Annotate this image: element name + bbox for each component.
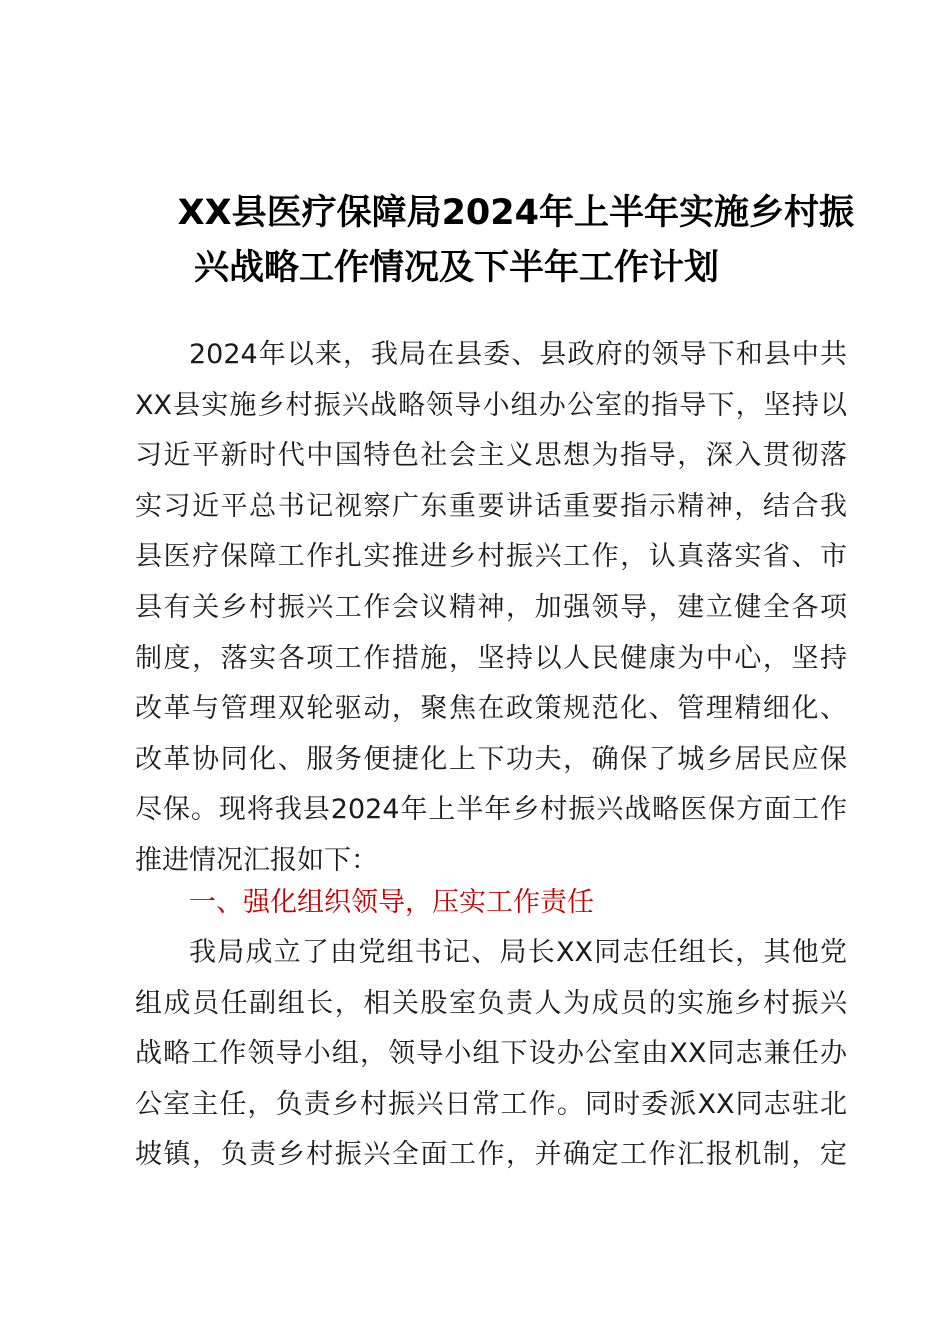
paragraph-line: 我局成立了由党组书记、局长XX同志任组长，其他党 [189, 937, 847, 968]
paragraph-line: 公室主任，负责乡村振兴日常工作。同时委派XX同志驻北 [135, 1088, 847, 1120]
section-heading-1: 一、强化组织领导，压实工作责任 [189, 887, 594, 918]
paragraph-line: 改革与管理双轮驱动，聚焦在政策规范化、管理精细化、 [135, 693, 847, 725]
paragraph-line: 习近平新时代中国特色社会主义思想为指导，深入贯彻落 [135, 440, 847, 472]
paragraph-line: 战略工作领导小组，领导小组下设办公室由XX同志兼任办 [135, 1038, 847, 1070]
paragraph-intro [135, 330, 847, 887]
paragraph-line: 尽保。现将我县2024年上半年乡村振兴战略医保方面工作 [135, 794, 847, 826]
paragraph-line: 实习近平总书记视察广东重要讲话重要指示精神，结合我 [135, 490, 847, 522]
title-line-1: XX县医疗保障局2024年上半年实施乡村振 [177, 193, 854, 233]
paragraph-line: 县有关乡村振兴工作会议精神，加强领导，建立健全各项 [135, 591, 847, 623]
paragraph-line: 制度，落实各项工作措施，坚持以人民健康为中心，坚持 [135, 642, 847, 674]
paragraph-line: 坡镇，负责乡村振兴全面工作，并确定工作汇报机制，定 [135, 1139, 847, 1171]
paragraph-line: 组成员任副组长，相关股室负责人为成员的实施乡村振兴 [135, 987, 847, 1019]
paragraph-section-1 [135, 928, 847, 1181]
paragraph-line: XX县实施乡村振兴战略领导小组办公室的指导下，坚持以 [135, 389, 847, 421]
title-line-2: 兴战略工作情况及下半年工作计划 [194, 248, 720, 288]
document-title [60, 186, 890, 296]
paragraph-line: 县医疗保障工作扎实推进乡村振兴工作，认真落实省、市 [135, 541, 847, 573]
paragraph-line: 2024年以来，我局在县委、县政府的领导下和县中共 [189, 339, 847, 370]
paragraph-line: 改革协同化、服务便捷化上下功夫，确保了城乡居民应保 [135, 743, 847, 775]
paragraph-line: 推进情况汇报如下： [135, 844, 378, 876]
